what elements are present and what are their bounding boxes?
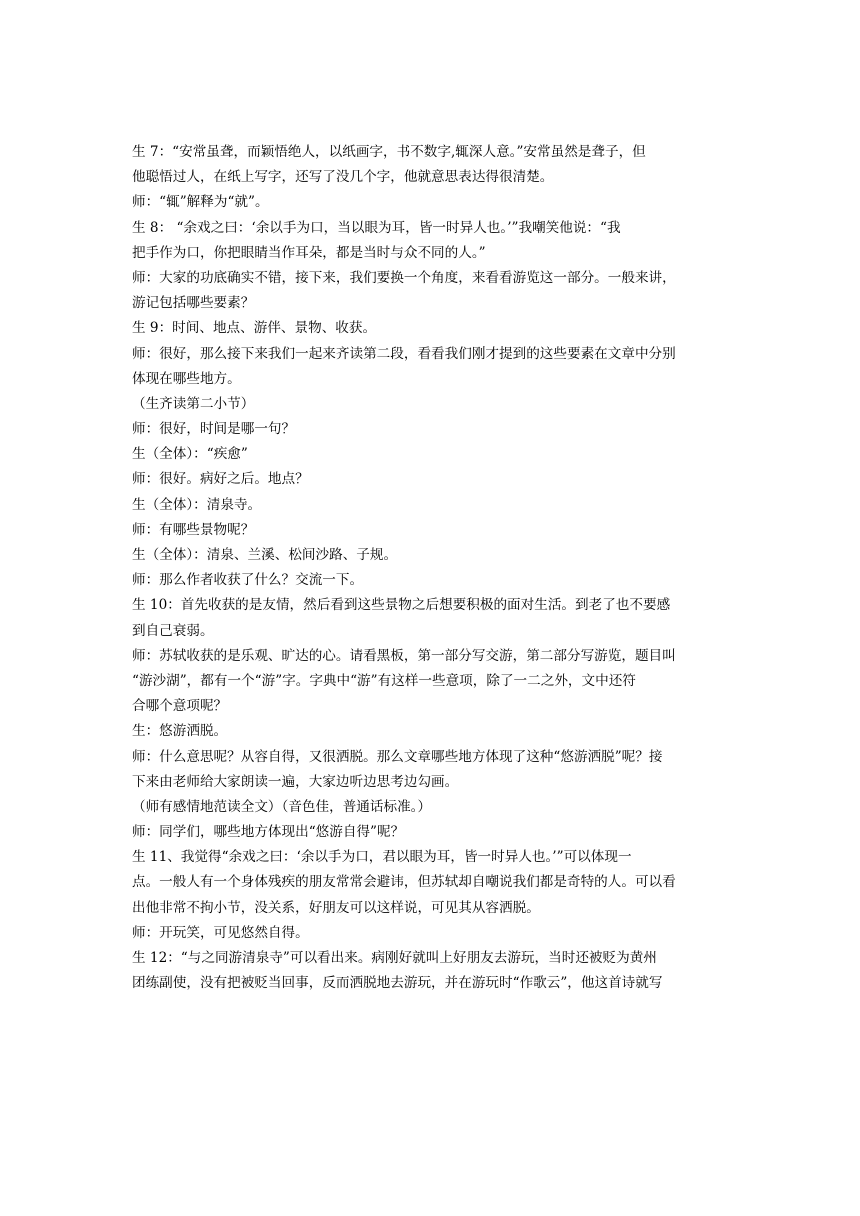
text-line: 师：开玩笑，可见悠然自得。 — [132, 924, 309, 941]
text-line: （生齐读第二小节） — [132, 395, 255, 412]
text-line: 生（全体）：清泉、兰溪、松间沙路、子规。 — [132, 547, 398, 563]
text-line: 生 12：“与之同游清泉寺”可以看出来。病刚好就叫上好朋友去游玩，当时还被贬为黄州 — [132, 950, 657, 966]
text-line: 生：悠游洒脱。 — [132, 723, 228, 740]
text-line: 出他非常不拘小节，没关系，好朋友可以这样说，可见其从容洒脱。 — [132, 899, 540, 916]
text-line: 生 7：“安常虽聋，而颖悟绝人，以纸画字，书不数字,辄深人意。”安常虽然是聋子，但 — [132, 144, 646, 160]
text-line: 生 8： “余戏之曰：‘余以手为口，当以眼为耳，皆一时异人也。’”我嘲笑他说：“我 — [132, 219, 621, 236]
text-line: 把手作为口，你把眼睛当作耳朵，都是当时与众不同的人。” — [132, 244, 486, 261]
text-line: 生 9：时间、地点、游伴、景物、收获。 — [132, 320, 377, 337]
text-line: 师：那么作者收获了什么？交流一下。 — [132, 572, 364, 589]
text-line: 师：苏轼收获的是乐观、旷达的心。请看黑板，第一部分写交游，第二部分写游览，题目叫 — [132, 647, 676, 664]
text-line: 游记包括哪些要素？ — [132, 295, 255, 312]
text-line: 到自己衰弱。 — [132, 622, 214, 639]
text-line: 生 10：首先收获的是友情，然后看到这些景物之后想要积极的面对生活。到老了也不要感 — [132, 597, 671, 614]
text-line: “游沙湖”，都有一个“游”字。字典中“游”有这样一些意项，除了一二之外，文中还符 — [132, 672, 636, 689]
text-line: 师：很好，那么接下来我们一起来齐读第二段，看看我们刚才提到的这些要素在文章中分别 — [132, 345, 676, 362]
text-line: 生（全体）：“疾愈” — [132, 446, 248, 463]
text-line: （师有感情地范读全文）（音色佳，普通话标准。） — [132, 798, 432, 815]
text-line: 团练副使，没有把被贬当回事，反而洒脱地去游玩，并在游玩时“作歌云”，他这首诗就写 — [132, 975, 663, 992]
text-line: 师：大家的功底确实不错，接下来，我们要换一个角度，来看看游览这一部分。一般来讲， — [132, 269, 676, 286]
text-line: 师：很好，时间是哪一句？ — [132, 421, 296, 438]
text-line: 师：很好。病好之后。地点？ — [132, 471, 309, 488]
text-line: 师：有哪些景物呢？ — [132, 521, 255, 538]
text-line: 体现在哪些地方。 — [132, 370, 241, 387]
text-line: 他聪悟过人，在纸上写字，还写了没几个字，他就意思表达得很清楚。 — [132, 169, 554, 186]
text-line: 师：“辄”解释为“就”。 — [132, 194, 269, 211]
text-line: 师：什么意思呢？从容自得，又很洒脱。那么文章哪些地方体现了这种“悠游洒脱”呢？接 — [132, 748, 663, 765]
text-line: 点。一般人有一个身体残疾的朋友常常会避讳，但苏轼却自嘲说我们都是奇特的人。可以看 — [132, 874, 676, 891]
document-body — [132, 140, 732, 996]
text-line: 生（全体）：清泉寺。 — [132, 496, 262, 513]
text-line: 下来由老师给大家朗读一遍，大家边听边思考边勾画。 — [132, 773, 459, 790]
text-line: 生 11、我觉得“余戏之曰：‘余以手为口，君以眼为耳，皆一时异人也。’”可以体现一 — [132, 849, 632, 866]
text-line: 合哪个意项呢？ — [132, 698, 228, 715]
text-line: 师：同学们，哪些地方体现出“悠游自得”呢？ — [132, 824, 405, 841]
